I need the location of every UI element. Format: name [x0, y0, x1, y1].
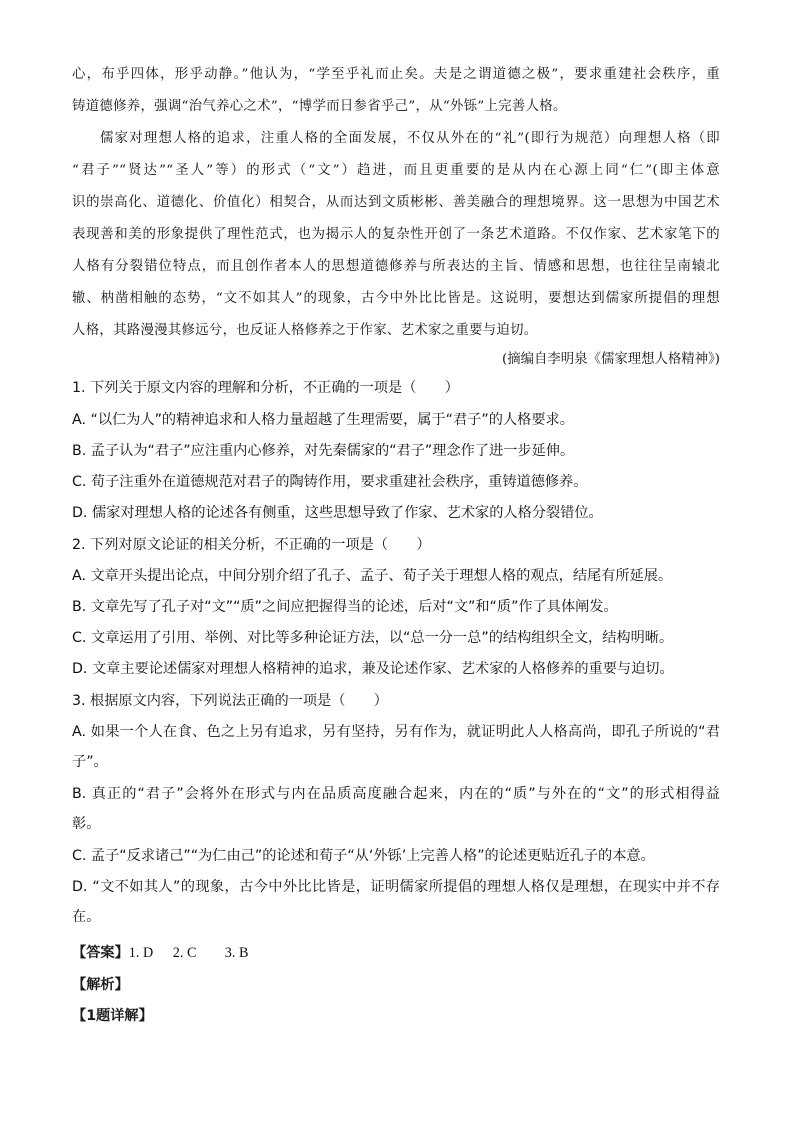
- detail-label-text: 【1题详解】: [72, 1008, 153, 1024]
- passage-line: 人格有分裂错位特点，而且创作者本人的思想道德修养与所表达的主旨、情感和思想，也往往呈南辕北: [72, 259, 720, 274]
- analysis-label: [72, 974, 129, 994]
- passage-line: 表现善和美的形象提供了理性范式，也为揭示人的复杂性开创了一条艺术道路。不仅作家、艺术家笔下的: [72, 227, 720, 242]
- passage-source: (摘编自李明泉《儒家理想人格精神》): [502, 352, 720, 367]
- passage-line: 识的崇高化、道德化、价值化）相契合，从而达到文质彬彬、善美融合的理想境界。这一思想为中国艺术: [72, 195, 720, 210]
- question-option: C. 文章运用了引用、举例、对比等多种论证方法，以“总一分一总”的结构组织全文，结构明晰。: [72, 630, 674, 646]
- question-option: A. 文章开头提出论点，中间分别介绍了孔子、孟子、荀子关于理想人格的观点，结尾有所延展。: [72, 568, 673, 584]
- answer-line: [72, 942, 248, 962]
- question-option: D. “文不如其人”的现象，古今中外比比皆是，证明儒家所提倡的理想人格仅是理想，在现实中并不存: [72, 879, 720, 895]
- question-option: D. 儒家对理想人格的论述各有侧重，这些思想导致了作家、艺术家的人格分裂错位。: [72, 505, 603, 521]
- question-option: B. 真正的“君子”会将外在形式与内在品质高度融合起来，内在的“质”与外在的“文”的形式相得益: [72, 786, 720, 802]
- answer-item: 1. D: [128, 945, 154, 961]
- passage-line: 心，布乎四体，形乎动静。”他认为，“学至乎礼而止矣。夫是之谓道德之极”，要求重建社会秩序，重: [72, 67, 720, 82]
- answer-item: 3. B: [224, 945, 249, 961]
- question-option: C. 荀子注重外在道德规范对君子的陶铸作用，要求重建社会秩序，重铸道德修养。: [72, 474, 588, 490]
- detail-label: [72, 1005, 153, 1025]
- passage-line: 人格，其路漫漫其修远兮，也反证人格修养之于作家、艺术家之重要与迫切。: [72, 323, 538, 338]
- question-stem: 3. 根据原文内容，下列说法正确的一项是（ ）: [72, 693, 388, 709]
- question-option-continued: 子”。: [72, 754, 108, 770]
- question-option: B. 文章先写了孔子对“文”“质”之间应把握得当的论述，后对“文”和“质”作了具体阐发。: [72, 599, 618, 615]
- question-option: A. “以仁为人”的精神追求和人格力量超越了生理需要，属于“君子”的人格要求。: [72, 412, 574, 428]
- answer-label: 【答案】: [72, 945, 129, 961]
- passage-line: “君子”“贤达”“圣人”等）的形式（“文”）趋进，而且更重要的是从内在心源上同“仁”(即主体意: [72, 163, 720, 178]
- question-option: A. 如果一个人在食、色之上另有追求，另有坚持，另有作为，就证明此人人格高尚，即孔子所说的“君: [72, 724, 720, 740]
- question-option: B. 孟子认为“君子”应注重内心修养，对先秦儒家的“君子”理念作了进一步延伸。: [72, 443, 575, 459]
- question-option: C. 孟子“反求诸己”“为仁由己”的论述和荀子“从‘外铄’上完善人格”的论述更贴近孔子的本意。: [72, 848, 655, 864]
- passage-line: 辙、枘凿相触的态势，“文不如其人”的现象，古今中外比比皆是。这说明，要想达到儒家所提倡的理想: [72, 291, 720, 306]
- question-option-continued: 彰。: [72, 816, 101, 832]
- question-stem: 2. 下列对原文论证的相关分析，不正确的一项是（ ）: [72, 537, 431, 553]
- question-stem: 1. 下列关于原文内容的理解和分析，不正确的一项是（ ）: [72, 380, 459, 396]
- answer-item: 2. C: [172, 945, 197, 961]
- question-option-continued: 在。: [72, 909, 101, 925]
- question-option: D. 文章主要论述儒家对理想人格精神的追求，兼及论述作家、艺术家的人格修养的重要与迫切。: [72, 661, 674, 677]
- passage-line: 儒家对理想人格的追求，注重人格的全面发展，不仅从外在的“礼”(即行为规范）向理想人格（即: [100, 131, 720, 146]
- passage-line: 铸道德修养，强调“治气养心之术”，“博学而日参省乎己”，从“外铄”上完善人格。: [72, 99, 567, 114]
- analysis-label-text: 【解析】: [72, 977, 129, 993]
